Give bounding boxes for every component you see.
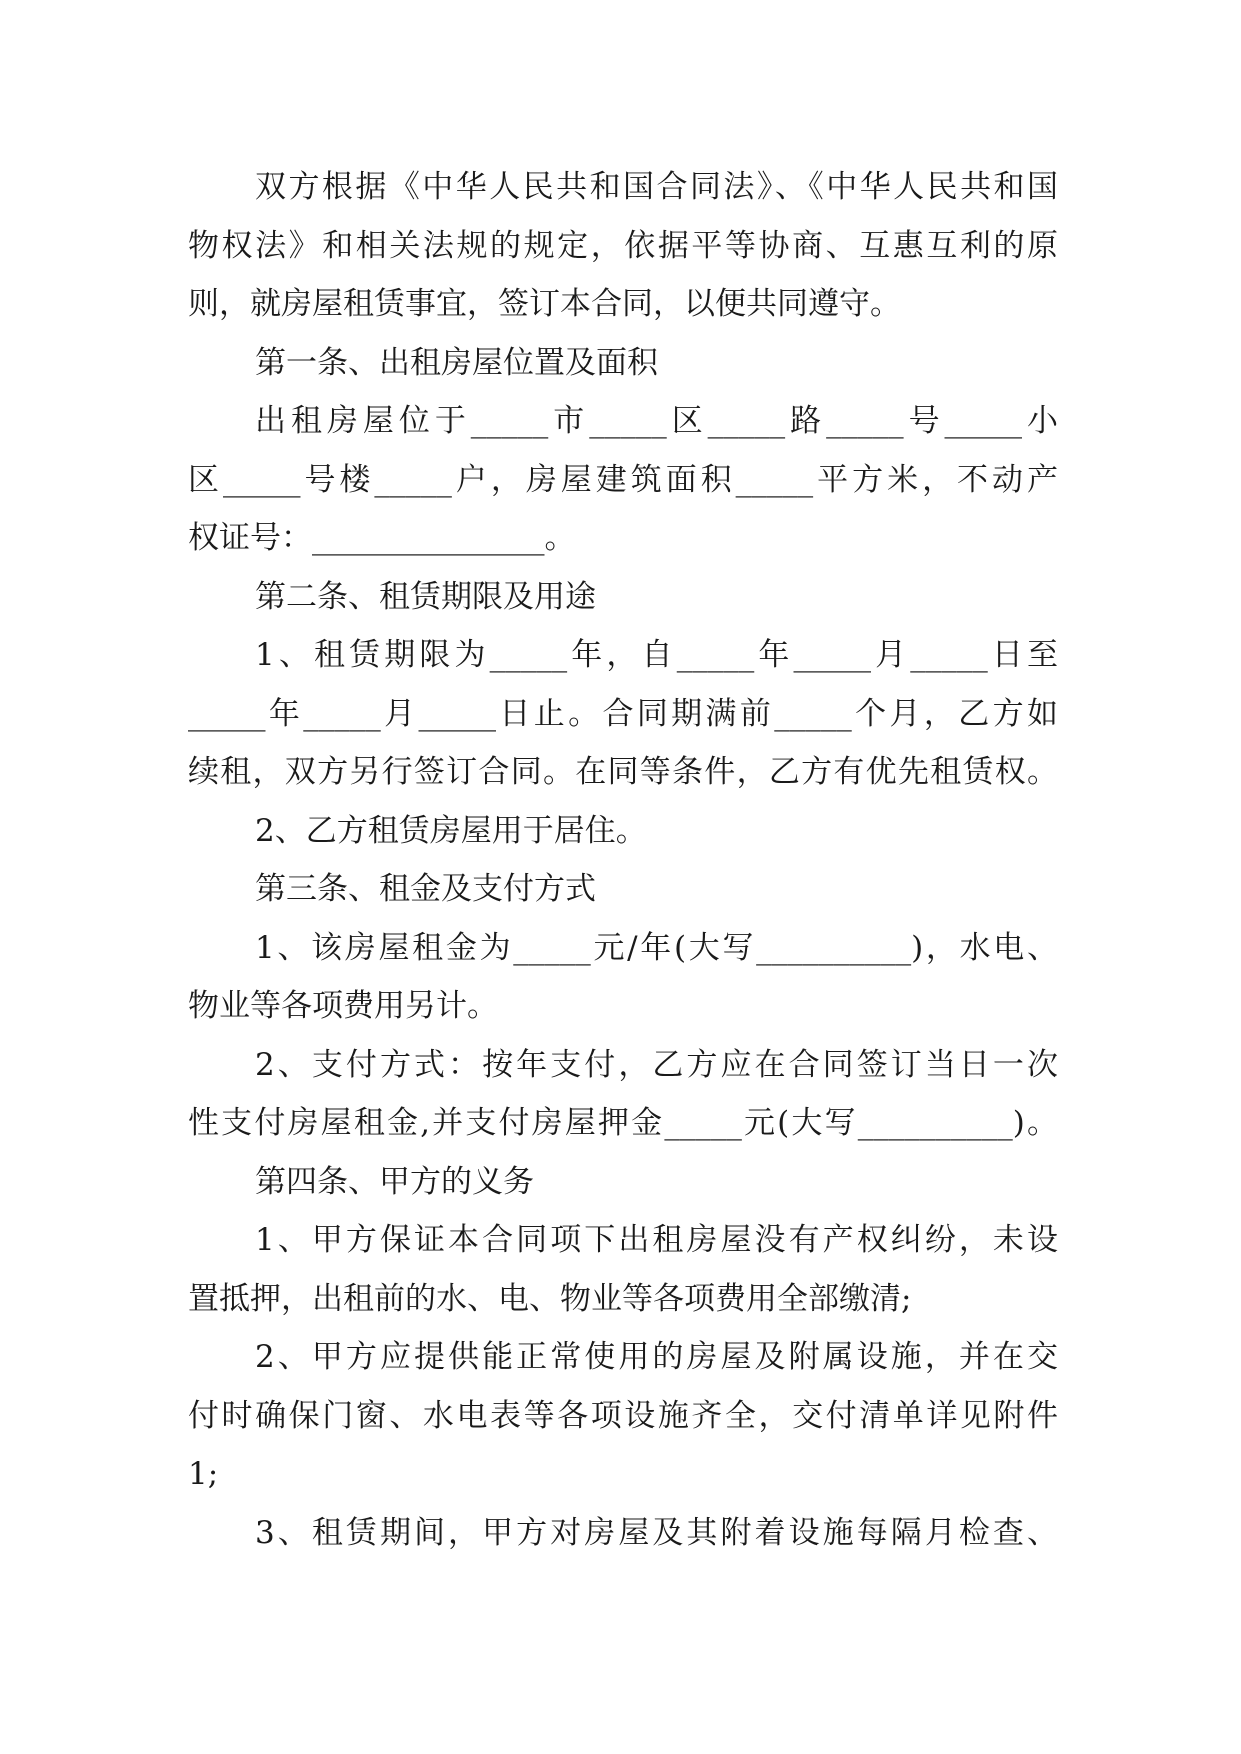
article-3-rent-line-2: 物业等各项费用另计。 [188, 988, 498, 1024]
article-4-item-2-line-1: 2、甲方应提供能正常使用的房屋及附属设施，并在交 [255, 1339, 1058, 1375]
paragraph-intro-line-2: 物权法》和相关法规的规定，依据平等协商、互惠互利的原 [188, 227, 1058, 264]
article-4-item-3-line-1: 3、租赁期间，甲方对房屋及其附着设施每隔月检查、 [255, 1514, 1058, 1551]
article-4-heading: 第四条、甲方的义务 [255, 1163, 534, 1200]
paragraph-intro-line-1: 双方根据《中华人民共和国合同法》、《中华人民共和国 [255, 169, 1058, 205]
article-1-location-line-3: 权证号：_______________。 [188, 520, 576, 556]
article-1-heading: 第一条、出租房屋位置及面积 [255, 344, 658, 381]
article-2-term-line-1: 1、租赁期限为_____年，自_____年_____月_____日至 [255, 637, 1058, 673]
contract-page [188, 158, 1058, 1562]
article-3-heading: 第三条、租金及支付方式 [255, 871, 596, 907]
article-1-location-line-1: 出租房屋位于_____市_____区_____路_____号_____小 [255, 403, 1058, 439]
article-4-item-2-line-2: 付时确保门窗、水电表等各项设施齐全，交付清单详见附件 [188, 1397, 1058, 1434]
article-2-heading: 第二条、租赁期限及用途 [255, 578, 596, 615]
article-2-term-line-2: _____年_____月_____日止。合同期满前_____个月，乙方如 [188, 695, 1058, 732]
article-4-item-2-line-3: 1; [188, 1456, 219, 1492]
article-3-rent-line-1: 1、该房屋租金为_____元/年(大写__________)，水电、 [255, 929, 1058, 966]
article-4-item-1-line-2: 置抵押，出租前的水、电、物业等各项费用全部缴清; [188, 1280, 912, 1317]
paragraph-intro-line-3: 则，就房屋租赁事宜，签订本合同，以便共同遵守。 [188, 286, 901, 322]
article-1-location-line-2: 区_____号楼_____户，房屋建筑面积_____平方米，不动产 [188, 461, 1058, 498]
article-3-payment-line-1: 2、支付方式：按年支付，乙方应在合同签订当日一次 [255, 1046, 1058, 1083]
article-2-term-line-3: 续租，双方另行签订合同。在同等条件，乙方有优先租赁权。 [188, 754, 1058, 790]
article-2-use-line: 2、乙方租赁房屋用于居住。 [255, 812, 647, 849]
article-3-payment-line-2: 性支付房屋租金,并支付房屋押金_____元(大写__________)。 [188, 1105, 1058, 1141]
article-4-item-1-line-1: 1、甲方保证本合同项下出租房屋没有产权纠纷，未设 [255, 1222, 1058, 1258]
